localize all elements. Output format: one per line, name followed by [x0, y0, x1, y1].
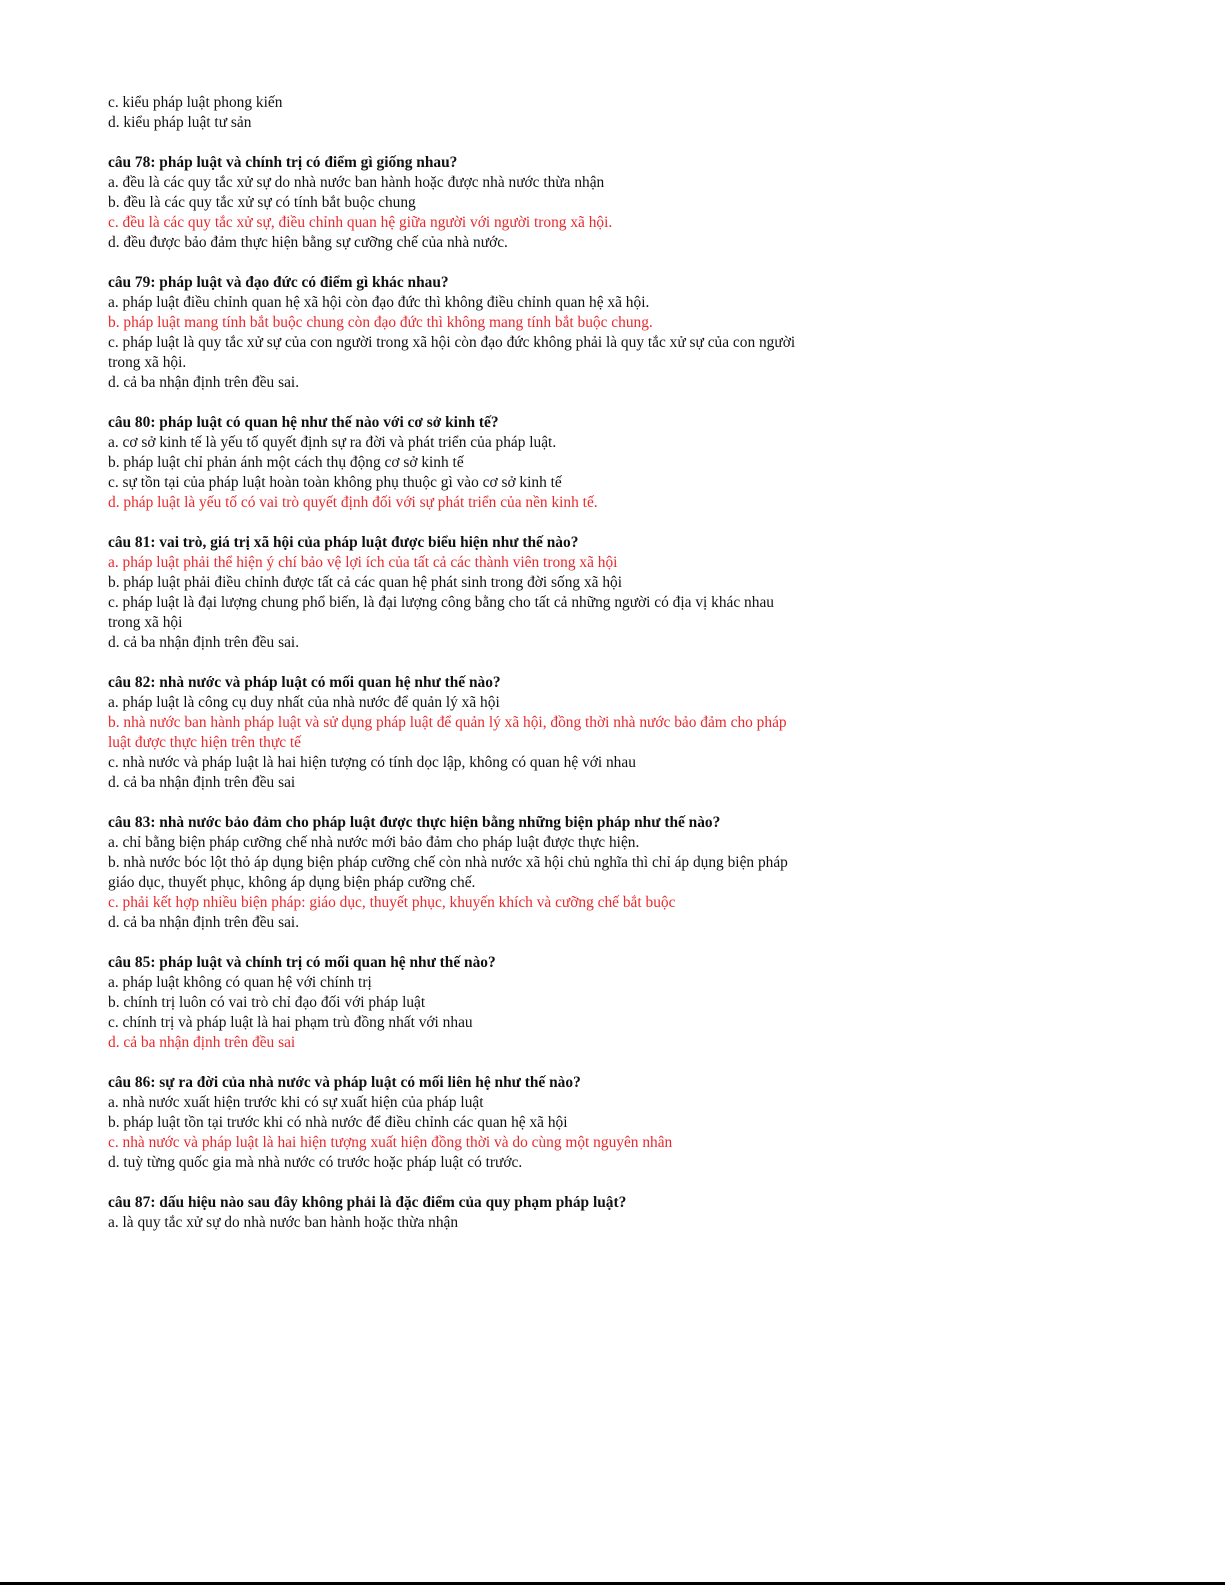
answer-option-line: giáo dục, thuyết phục, không áp dụng biện pháp cưỡng chế. — [108, 874, 476, 891]
correct-answer-line: a. pháp luật phải thể hiện ý chí bảo vệ lợi ích của tất cả các thành viên trong xã hội — [108, 554, 618, 571]
answer-option-line: d. cả ba nhận định trên đều sai. — [108, 914, 300, 931]
correct-answer-line: d. cả ba nhận định trên đều sai — [108, 1034, 296, 1051]
question-block — [108, 533, 898, 653]
answer-option-line: d. cả ba nhận định trên đều sai. — [108, 634, 300, 651]
answer-option-line: d. cả ba nhận định trên đều sai — [108, 774, 296, 791]
section-gap — [108, 513, 898, 533]
question-list — [108, 133, 898, 1233]
section-gap — [108, 253, 898, 273]
section-gap — [108, 393, 898, 413]
question-title: câu 86: sự ra đời của nhà nước và pháp luật có mối liên hệ như thế nào? — [108, 1074, 581, 1091]
question-title: câu 80: pháp luật có quan hệ như thế nào với cơ sở kinh tế? — [108, 414, 499, 431]
answer-option-line: a. đều là các quy tắc xử sự do nhà nước ban hành hoặc được nhà nước thừa nhận — [108, 174, 605, 191]
section-gap — [108, 653, 898, 673]
question-block — [108, 413, 898, 513]
question-block — [108, 153, 898, 253]
section-gap — [108, 933, 898, 953]
answer-option-line: a. nhà nước xuất hiện trước khi có sự xuất hiện của pháp luật — [108, 1094, 484, 1111]
section-gap — [108, 133, 898, 153]
answer-option-line: c. pháp luật là quy tắc xử sự của con người trong xã hội còn đạo đức không phải là quy tắc xử sự của con người — [108, 334, 796, 351]
answer-option-line: c. chính trị và pháp luật là hai phạm trù đồng nhất với nhau — [108, 1014, 473, 1031]
answer-option-line: b. nhà nước bóc lột thỏ áp dụng biện pháp cưỡng chế còn nhà nước xã hội chủ nghĩa thì chỉ áp dụng biện pháp — [108, 854, 788, 871]
question-title: câu 82: nhà nước và pháp luật có mối quan hệ như thế nào? — [108, 674, 501, 691]
section-gap — [108, 1053, 898, 1073]
question-block — [108, 273, 898, 393]
answer-option-line: b. pháp luật phải điều chỉnh được tất cả các quan hệ phát sinh trong đời sống xã hội — [108, 574, 622, 591]
question-block — [108, 953, 898, 1053]
answer-option-line: b. pháp luật chỉ phản ánh một cách thụ động cơ sở kinh tế — [108, 454, 464, 471]
answer-option-line: a. pháp luật không có quan hệ với chính trị — [108, 974, 372, 991]
answer-option-line: a. chỉ bằng biện pháp cưỡng chế nhà nước mới bảo đảm cho pháp luật được thực hiện. — [108, 834, 640, 851]
correct-answer-line: c. nhà nước và pháp luật là hai hiện tượng xuất hiện đồng thời và do cùng một nguyên nhân — [108, 1134, 673, 1151]
question-block — [108, 1193, 898, 1233]
intro-line: d. kiểu pháp luật tư sản — [108, 114, 252, 131]
question-block — [108, 813, 898, 933]
answer-option-line: c. sự tồn tại của pháp luật hoàn toàn không phụ thuộc gì vào cơ sở kinh tế — [108, 474, 562, 491]
question-title: câu 85: pháp luật và chính trị có mối quan hệ như thế nào? — [108, 954, 496, 971]
answer-option-line: d. tuỳ từng quốc gia mà nhà nước có trước hoặc pháp luật có trước. — [108, 1154, 523, 1171]
question-title: câu 87: dấu hiệu nào sau đây không phải là đặc điểm của quy phạm pháp luật? — [108, 1194, 627, 1211]
correct-answer-line: c. phải kết hợp nhiều biện pháp: giáo dục, thuyết phục, khuyến khích và cưỡng chế bắt buộc — [108, 894, 676, 911]
answer-option-line: b. đều là các quy tắc xử sự có tính bắt buộc chung — [108, 194, 416, 211]
question-block — [108, 673, 898, 793]
section-gap — [108, 1173, 898, 1193]
answer-option-line: b. pháp luật tồn tại trước khi có nhà nước để điều chỉnh các quan hệ xã hội — [108, 1114, 568, 1131]
intro-block — [108, 93, 898, 133]
answer-option-line: d. cả ba nhận định trên đều sai. — [108, 374, 300, 391]
answer-option-line: c. nhà nước và pháp luật là hai hiện tượng có tính dọc lập, không có quan hệ với nhau — [108, 754, 636, 771]
correct-answer-line: luật được thực hiện trên thực tế — [108, 734, 301, 751]
answer-option-line: trong xã hội — [108, 614, 183, 631]
question-title: câu 81: vai trò, giá trị xã hội của pháp luật được biểu hiện như thế nào? — [108, 534, 579, 551]
correct-answer-line: d. pháp luật là yếu tố có vai trò quyết định đối với sự phát triển của nền kinh tế. — [108, 494, 598, 511]
question-title: câu 83: nhà nước bảo đảm cho pháp luật được thực hiện bằng những biện pháp như thế nào? — [108, 814, 721, 831]
answer-option-line: a. pháp luật là công cụ duy nhất của nhà nước để quản lý xã hội — [108, 694, 500, 711]
correct-answer-line: b. nhà nước ban hành pháp luật và sử dụng pháp luật để quản lý xã hội, đồng thời nhà nước bảo đảm cho pháp — [108, 714, 787, 731]
document-page — [108, 93, 898, 1233]
answer-option-line: c. pháp luật là đại lượng chung phổ biến, là đại lượng công bằng cho tất cả những người có địa vị khác nhau — [108, 594, 774, 611]
question-title: câu 79: pháp luật và đạo đức có điểm gì khác nhau? — [108, 274, 449, 291]
question-block — [108, 1073, 898, 1173]
answer-option-line: trong xã hội. — [108, 354, 187, 371]
question-title: câu 78: pháp luật và chính trị có điểm gì giống nhau? — [108, 154, 458, 171]
section-gap — [108, 793, 898, 813]
correct-answer-line: c. đều là các quy tắc xử sự, điều chỉnh quan hệ giữa người với người trong xã hội. — [108, 214, 613, 231]
answer-option-line: d. đều được bảo đảm thực hiện bằng sự cưỡng chế của nhà nước. — [108, 234, 508, 251]
correct-answer-line: b. pháp luật mang tính bắt buộc chung còn đạo đức thì không mang tính bắt buộc chung. — [108, 314, 653, 331]
answer-option-line: a. cơ sở kinh tế là yếu tố quyết định sự ra đời và phát triển của pháp luật. — [108, 434, 557, 451]
answer-option-line: b. chính trị luôn có vai trò chỉ đạo đối với pháp luật — [108, 994, 426, 1011]
answer-option-line: a. pháp luật điều chỉnh quan hệ xã hội còn đạo đức thì không điều chỉnh quan hệ xã hội. — [108, 294, 650, 311]
answer-option-line: a. là quy tắc xử sự do nhà nước ban hành hoặc thừa nhận — [108, 1214, 459, 1231]
intro-line: c. kiểu pháp luật phong kiến — [108, 94, 283, 111]
